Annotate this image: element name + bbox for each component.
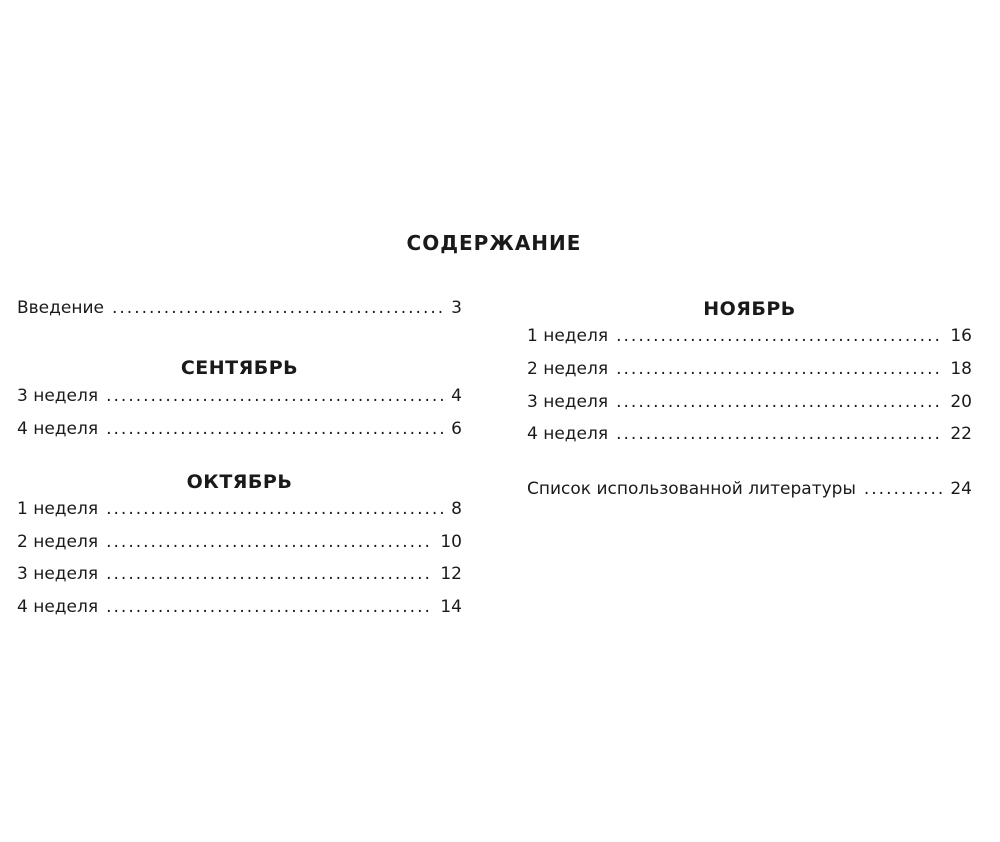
toc-entry[interactable]	[17, 597, 462, 623]
dot-leader	[864, 479, 942, 499]
toc-entry-label: 4 неделя	[17, 597, 99, 617]
section-heading-november: НОЯБРЬ	[703, 298, 796, 320]
toc-entry-page: 16	[950, 326, 972, 346]
dot-leader	[106, 419, 443, 439]
toc-entry[interactable]	[527, 392, 972, 418]
dot-leader	[616, 359, 942, 379]
toc-entry-label: 3 неделя	[17, 386, 99, 406]
toc-entry-intro[interactable]	[17, 298, 462, 324]
dot-leader	[106, 499, 443, 519]
toc-entry-label: 2 неделя	[527, 359, 609, 379]
toc-entry-label: 3 неделя	[17, 564, 99, 584]
toc-entry[interactable]	[17, 564, 462, 590]
toc-entry-label: 4 неделя	[527, 424, 609, 444]
dot-leader	[106, 532, 432, 552]
toc-entry-bibliography[interactable]	[527, 479, 972, 505]
toc-entry-page: 18	[950, 359, 972, 379]
section-heading-october: ОКТЯБРЬ	[186, 471, 293, 493]
toc-entry[interactable]	[527, 424, 972, 450]
dot-leader	[616, 392, 942, 412]
toc-entry-page: 10	[440, 532, 462, 552]
toc-entry-page: 20	[950, 392, 972, 412]
dot-leader	[616, 326, 942, 346]
toc-entry-label: Введение	[17, 298, 104, 318]
toc-entry-label: Список использованной литературы	[527, 479, 856, 499]
toc-entry-page: 3	[451, 298, 462, 318]
dot-leader	[106, 386, 443, 406]
toc-entry-page: 4	[451, 386, 462, 406]
toc-entry-page: 24	[950, 479, 972, 499]
toc-entry-page: 14	[440, 597, 462, 617]
toc-entry[interactable]	[527, 326, 972, 352]
toc-entry[interactable]	[17, 419, 462, 445]
toc-entry-page: 12	[440, 564, 462, 584]
toc-entry-page: 8	[451, 499, 462, 519]
toc-entry-page: 6	[451, 419, 462, 439]
dot-leader	[616, 424, 942, 444]
dot-leader	[106, 564, 432, 584]
toc-entry-label: 1 неделя	[17, 499, 99, 519]
section-heading-september: СЕНТЯБРЬ	[180, 357, 299, 379]
toc-entry-label: 2 неделя	[17, 532, 99, 552]
dot-leader	[106, 597, 432, 617]
toc-entry[interactable]	[17, 499, 462, 525]
toc-entry-label: 1 неделя	[527, 326, 609, 346]
toc-entry[interactable]	[527, 359, 972, 385]
toc-entry-label: 3 неделя	[527, 392, 609, 412]
toc-entry[interactable]	[17, 386, 462, 412]
page-title: СОДЕРЖАНИЕ	[406, 231, 582, 255]
dot-leader	[112, 298, 443, 318]
toc-entry-page: 22	[950, 424, 972, 444]
toc-entry-label: 4 неделя	[17, 419, 99, 439]
toc-entry[interactable]	[17, 532, 462, 558]
